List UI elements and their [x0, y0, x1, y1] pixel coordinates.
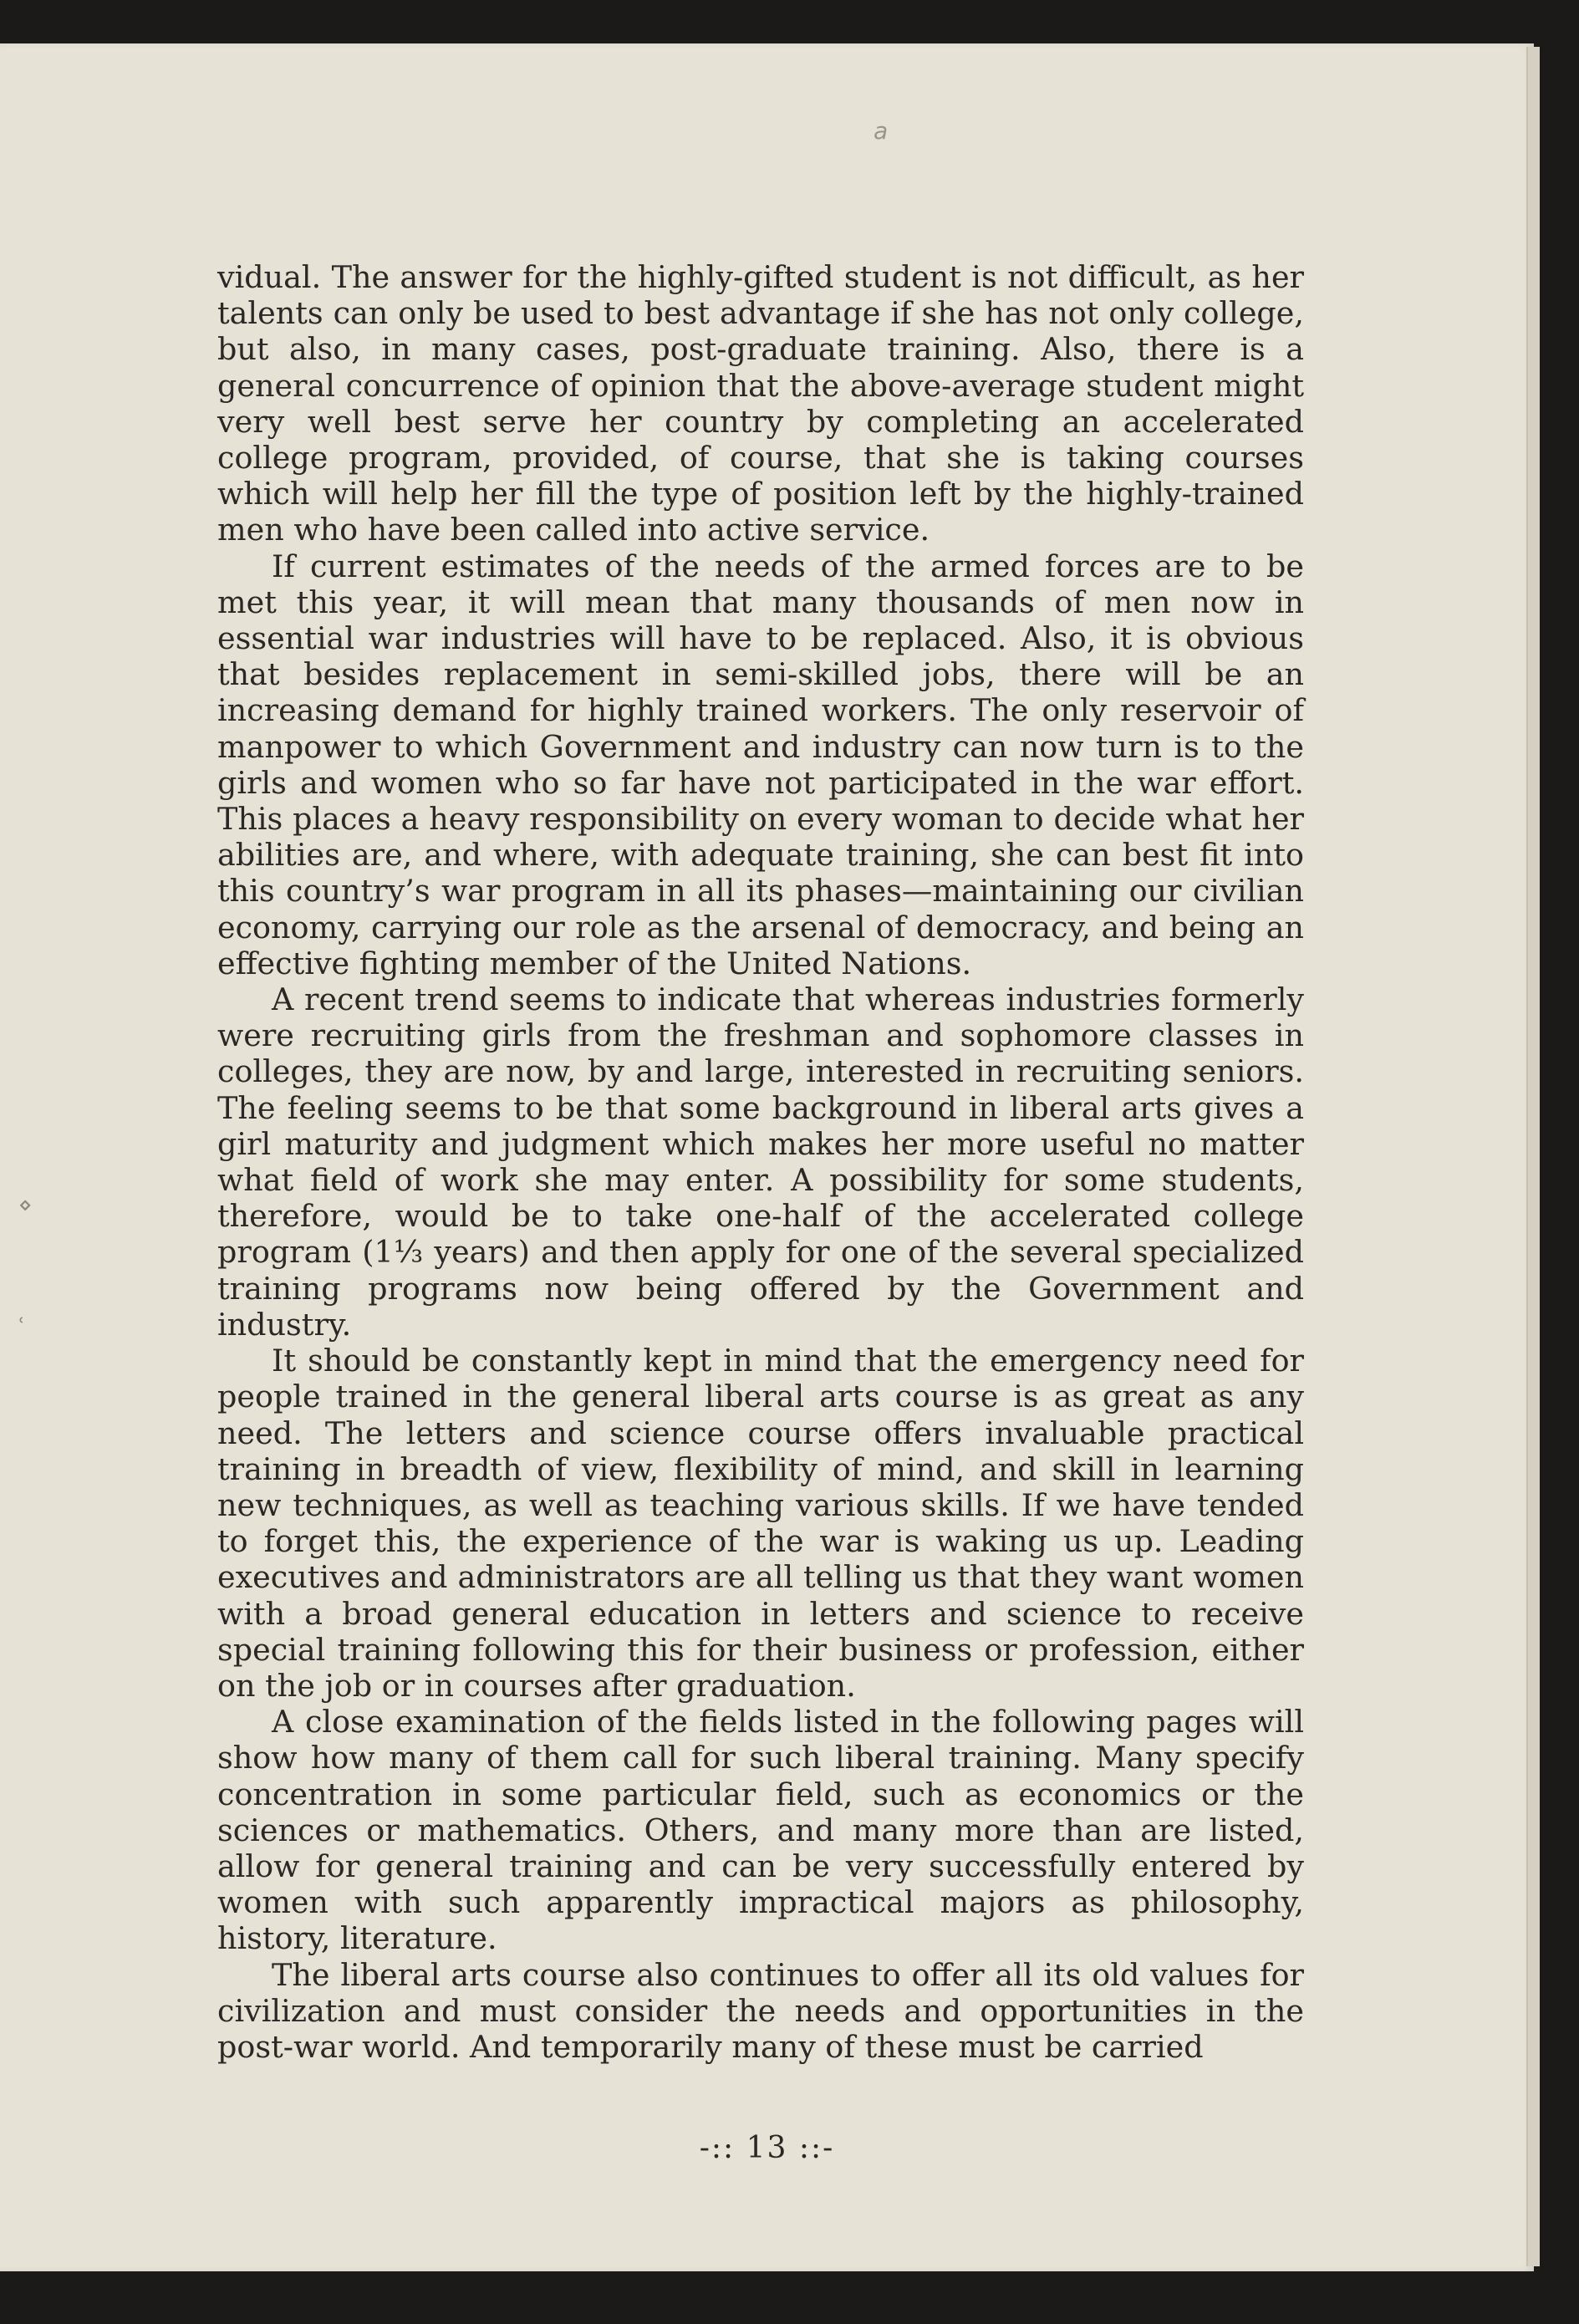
paragraph: It should be constantly kept in mind that the emergency need for people trained in the general liberal arts course is as great as any need. The letters and science course offers invaluable practical training in breadth of view, flexibility of mind, and skill in learning new techniques, as well as teaching various skills. If we have tended to forget this, the experience of the war is waking us up. Leading executives and administrators are all telling us that they want women with a broad general education in letters and science to receive special training following this for their business or profession, either on the job or in courses after graduation.	[217, 1343, 1304, 1704]
document-page	[0, 43, 1534, 2271]
margin-mark: ⋄	[18, 1193, 33, 1218]
paragraph: A recent trend seems to indicate that whereas industries formerly were recruiting girls from the freshman and sophomore classes in colleges, they are now, by and large, interested in recruiting seniors. The feeling seems to be that some background in liberal arts gives a girl maturity and judgment which makes her more useful no matter what field of work she may enter. A possibility for some students, therefore, would be to take one-half of the accelerated college program (1⅓ years) and then apply for one of the several specialized training programs now being offered by the Government and industry.	[217, 981, 1304, 1343]
page-number: -:: 13 ::-	[699, 2131, 835, 2165]
page-edge	[1526, 47, 1540, 2266]
margin-mark: ʿ	[18, 1314, 25, 1339]
paragraph: The liberal arts course also continues to offer all its old values for civilization and must consider the needs and opportunities in the post-war world. And temporarily many of these must be carried	[217, 1956, 1304, 2065]
paragraph: vidual. The answer for the highly-gifted student is not difficult, as her talents can only be used to best advantage if she has not only college, but also, in many cases, post-graduate training. Also, there is a general concurrence of opinion that the above-average student might very well best serve her country by completing an accelerated college program, provided, of course, that she is taking courses which will help her fill the type of position left by the highly-trained men who have been called into active service.	[217, 259, 1304, 548]
body-text	[217, 259, 1304, 2065]
paragraph: A close examination of the fields listed in the following pages will show how many of them call for such liberal training. Many specify concentration in some particular field, such as economics or the sciences or mathematics. Others, and many more than are listed, allow for general training and can be very successfully entered by women with such apparently impractical majors as philosophy, history, literature.	[217, 1704, 1304, 1957]
pencil-annotation: a	[874, 117, 889, 145]
paragraph: If current estimates of the needs of the armed forces are to be met this year, it will mean that many thousands of men now in essential war industries will have to be replaced. Also, it is obvious that besides replacement in semi-skilled jobs, there will be an increasing demand for highly trained workers. The only reservoir of manpower to which Government and industry can now turn is to the girls and women who so far have not participated in the war effort. This places a heavy responsibility on every woman to decide what her abilities are, and where, with adequate training, she can best fit into this country’s war program in all its phases—maintaining our civilian economy, carrying our role as the arsenal of democracy, and being an effective fighting member of the United Nations.	[217, 548, 1304, 981]
